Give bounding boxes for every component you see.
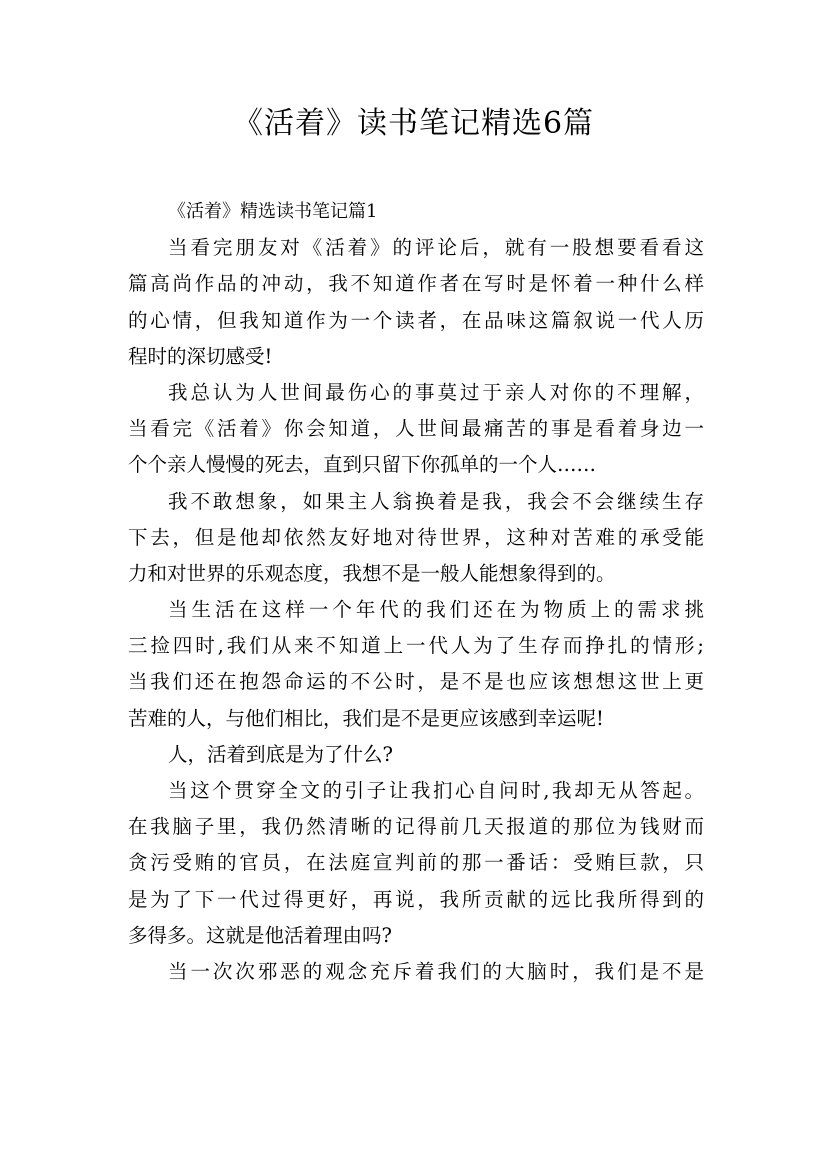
text-line: 三捡四时,我们从来不知道上一代人为了生存而挣扎的情形; — [128, 634, 704, 658]
text-line: 在我脑子里，我仍然清晰的记得前几天报道的那位为钱财而 — [128, 815, 704, 839]
text-line: 我总认为人世间最伤心的事莫过于亲人对你的不理解， — [168, 380, 704, 404]
paragraph-4 — [128, 592, 704, 737]
text-line: 程时的深切感受! — [128, 344, 273, 368]
text-line: 当一次次邪恶的观念充斥着我们的大脑时，我们是不是 — [168, 959, 704, 983]
paragraph-2 — [128, 375, 704, 484]
text-line: 的心情，但我知道作为一个读者，在品味这篇叙说一代人历 — [128, 308, 704, 332]
text-line: 贪污受贿的官员，在法庭宣判前的那一番话：受贿巨款，只 — [128, 851, 704, 875]
text-line: 当看完《活着》你会知道，人世间最痛苦的事是看着身边一 — [128, 417, 704, 441]
text-line: 当这个贯穿全文的引子让我扪心自问时,我却无从答起。 — [168, 779, 704, 802]
page-title: 《活着》读书笔记精选6篇 — [232, 106, 595, 141]
section-heading: 《活着》精选读书笔记篇1 — [168, 201, 378, 222]
text-line: 个个亲人慢慢的死去，直到只留下你孤单的一个人…… — [128, 453, 597, 477]
text-line: 苦难的人，与他们相比，我们是不是更应该感到幸运呢! — [128, 706, 604, 730]
text-line: 当看完朋友对《活着》的评论后，就有一股想要看看这 — [168, 236, 704, 260]
text-line: 下去，但是他却依然友好地对待世界，这种对苦难的承受能 — [128, 525, 704, 549]
text-line: 当我们还在抱怨命运的不公时，是不是也应该想想这世上更 — [128, 670, 704, 694]
text-line: 篇高尚作品的冲动，我不知道作者在写时是怀着一种什么样 — [128, 272, 704, 296]
text-line: 当生活在这样一个年代的我们还在为物质上的需求挑 — [168, 598, 704, 622]
paragraph-6 — [128, 773, 704, 954]
paragraph-1 — [128, 230, 704, 375]
paragraph-7 — [128, 954, 704, 990]
document-body — [128, 194, 704, 990]
text-line: 我不敢想象，如果主人翁换着是我，我会不会继续生存 — [168, 489, 704, 513]
text-line: 人，活着到底是为了什么? — [168, 742, 393, 766]
text-line: 力和对世界的乐观态度，我想不是一般人能想象得到的。 — [128, 561, 616, 585]
text-line: 多得多。这就是他活着理由吗? — [128, 923, 392, 947]
paragraph-5 — [128, 737, 704, 773]
text-line: 是为了下一代过得更好，再说，我所贡献的远比我所得到的 — [128, 887, 704, 911]
paragraph-3 — [128, 484, 704, 593]
